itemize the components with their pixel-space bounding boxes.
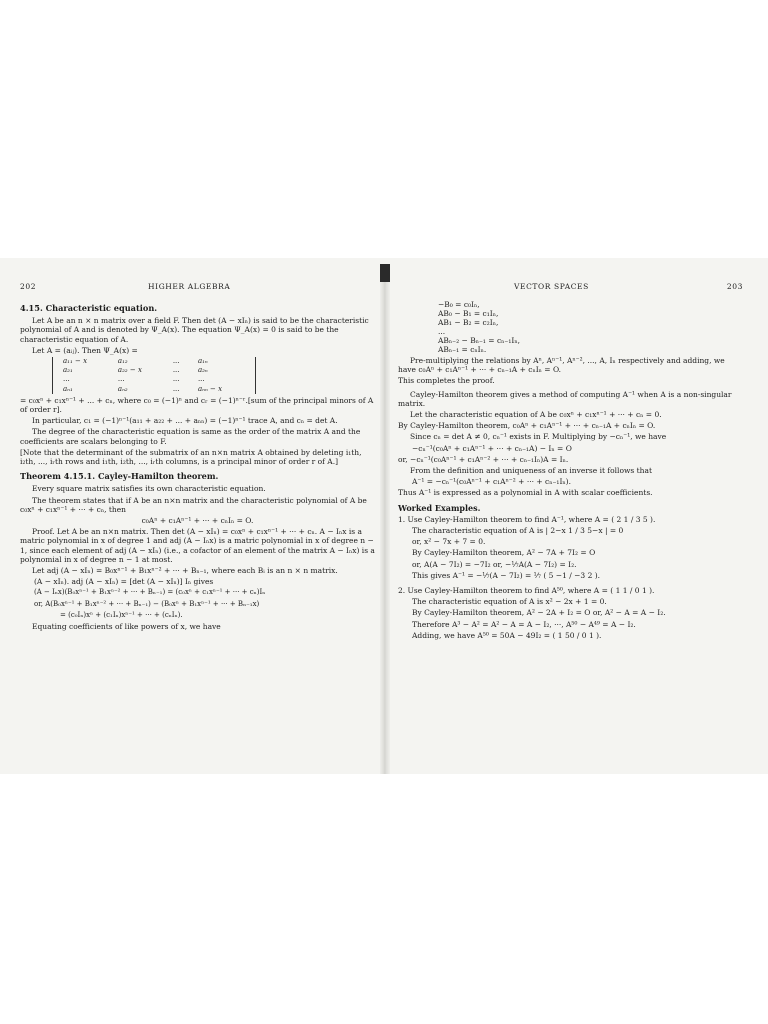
matrix-row — [59, 366, 249, 375]
example1-line: or, A(A − 7I₂) = −7I₂ or, −¹⁄₇A(A − 7I₂) = I₂. — [412, 559, 577, 569]
book-gutter — [380, 264, 390, 774]
matrix-cell: aₙ₁ — [63, 384, 73, 393]
example1-line: The characteristic equation of A is | 2−x 1 / 3 5−x | = 0 — [412, 526, 624, 536]
equation-line: (A − xIₙ). adj (A − xIₙ) = [det (A − xIₙ)] Iₙ gives — [34, 577, 214, 587]
let-adj-paragraph: Let adj (A − xIₙ) = B₀xⁿ⁻¹ + B₁xⁿ⁻² + ··· + Bₙ₋₁, where each Bᵢ is an n × n matrix. — [32, 566, 338, 576]
matrix-cell: ... — [172, 384, 180, 393]
multiply-line: or, −cₙ⁻¹(c₀Aⁿ⁻¹ + c₁Aⁿ⁻² + ··· + cₙ₋₁Iₙ)A = Iₙ. — [398, 454, 569, 464]
multiply-line: −cₙ⁻¹(c₀Aⁿ + c₁Aⁿ⁻¹ + ··· + cₙ₋₁A) − Iₙ = O — [412, 443, 572, 453]
left-page — [20, 282, 375, 633]
particular-paragraph: In particular, c₁ = (−1)ⁿ⁻¹(a₁₁ + a₂₂ + ... + aₙₙ) = (−1)ⁿ⁻¹ trace A, and cₙ = det A. — [32, 416, 338, 426]
relation-line: ABₙ₋₁ = cₙIₙ. — [438, 345, 487, 354]
right-page — [398, 282, 743, 642]
example2-line: Therefore A³ − A² = A² − A = A − I₂, ···, A⁵⁰ − A⁴⁹ = A − I₂. — [412, 619, 636, 629]
degree-paragraph: The degree of the characteristic equation is same as the order of the matrix A and the coefficients are scalars belonging to F. — [20, 427, 361, 446]
matrix-cell: a₂₁ — [63, 366, 73, 375]
since-line: Since cₙ = det A ≠ 0, cₙ⁻¹ exists in F. Multiplying by −cₙ⁻¹, we have — [410, 432, 667, 442]
theorem-states: The theorem states that if A be an n×n matrix and the characteristic polynomial of A be c₀xⁿ + c₁xⁿ⁻¹ + ··· + cₙ, then — [20, 495, 367, 514]
note-paragraph: [Note that the determinant of the submatrix of an n×n matrix A obtained by deleting i₁th, i₂th, ..., iᵣth rows and i₁th, i₂th, ..., iᵣth columns, is a principal minor of order r of A.] — [20, 447, 362, 467]
inverse-equation: A⁻¹ = −cₙ⁻¹(c₀Aⁿ⁻¹ + c₁Aⁿ⁻² + ··· + cₙ₋₁Iₙ). — [412, 477, 571, 487]
relation-line: ABₙ₋₂ − Bₙ₋₁ = cₙ₋₁Iₙ, — [438, 336, 520, 345]
example1-line: By Cayley-Hamilton theorem, A² − 7A + 7I₂ = O — [412, 548, 596, 558]
polynomial-line: = c₀xⁿ + c₁xⁿ⁻¹ + ... + cₙ, where c₀ = (−1)ⁿ and cᵣ = (−1)ⁿ⁻ʳ.[sum of the principal minors of A of order r]. — [20, 395, 374, 415]
matrix-cell: ... — [172, 357, 180, 366]
matrix-cell: aₙₙ − x — [197, 384, 223, 393]
example2-line: The characteristic equation of A is x² − 2x + 1 = 0. — [412, 597, 607, 607]
right-running-head — [398, 282, 743, 298]
matrix-cell: a₁₂ — [117, 357, 128, 366]
matrix-row — [59, 357, 249, 366]
matrix-row — [59, 375, 249, 384]
by-ch-line: By Cayley-Hamilton theorem, c₀Aⁿ + c₁Aⁿ⁻¹ + ··· + cₙ₋₁A + cₙIₙ = O. — [398, 421, 656, 431]
example2-line: By Cayley-Hamilton theorem, A² − 2A + I₂ = O or, A² − A = A − I₂. — [412, 608, 666, 618]
theorem-statement: Every square matrix satisfies its own characteristic equation. — [32, 484, 266, 494]
section-heading: 4.15. Characteristic equation. — [20, 303, 158, 313]
relation-line: AB₁ − B₂ = c₂Iₙ, — [438, 318, 499, 327]
relation-line: ... — [438, 327, 446, 336]
theorem-heading: Theorem 4.15.1. Cayley-Hamilton theorem. — [20, 471, 219, 482]
premultiply-paragraph: Pre-multiplying the relations by Aⁿ, Aⁿ⁻¹, Aⁿ⁻², ..., A, Iₙ respectively and adding, we have c₀Aⁿ + c₁Aⁿ⁻¹ + ··· + cₙ₋₁A + cₙIₙ = O. — [398, 356, 725, 375]
proof-complete: This completes the proof. — [398, 376, 495, 386]
definition-paragraph: Let A be an n × n matrix over a field F. Then det (A − xIₙ) is said to be the characteristic polynomial of A and is denoted by Ψ_A(x). The equation Ψ_A(x) = 0 is said to be the characteristic equation of A. — [20, 316, 369, 344]
worked-examples-heading: Worked Examples. — [398, 502, 481, 513]
left-page-number: 202 — [20, 282, 37, 291]
left-running-title: HIGHER ALGEBRA — [148, 282, 231, 291]
let-line: Let A = (aᵢⱼ). Then Ψ_A(x) = — [32, 345, 138, 355]
matrix-cell: aₙ₂ — [117, 384, 128, 393]
equation-line: = (c₀Iₙ)xⁿ + (c₁Iₙ)xⁿ⁻¹ + ··· + (cₙIₙ). — [60, 610, 183, 619]
relation-line: −B₀ = c₀Iₙ, — [438, 300, 480, 309]
example1-line: or, x² − 7x + 7 = 0. — [412, 537, 486, 547]
relations-block — [438, 300, 743, 354]
matrix-cell: a₁₁ − x — [63, 357, 88, 366]
matrix-cell: ... — [172, 366, 180, 375]
matrix-cell: a₂ₙ — [197, 366, 208, 375]
matrix-cell: ... — [117, 375, 125, 384]
method-paragraph: Cayley-Hamilton theorem gives a method of computing A⁻¹ when A is a non-singular matrix. — [398, 389, 732, 408]
matrix-cell: a₂₂ − x — [117, 366, 142, 375]
proof-paragraph: Proof. Let A be an n×n matrix. Then det (A − xIₙ) = c₀xⁿ + c₁xⁿ⁻¹ + ··· + cₙ. A − Iₙx is a matric polynomial in x of degree 1 and adj (A − Iₙx) is a matric polynomial in x of degree n − 1, since each element of adj (A − xIₙ) (i.e., a cofactor of an element of the matrix A − Iₙx) is a polynomial in x of degree n − 1 at most. — [20, 527, 375, 564]
binding-mark — [380, 264, 390, 282]
matrix-cell: ... — [172, 375, 180, 384]
from-def-line: From the definition and uniqueness of an inverse it follows that — [410, 466, 652, 476]
matrix-cell: ... — [63, 375, 70, 384]
matrix-cell: a₁ₙ — [197, 357, 208, 366]
right-page-number: 203 — [726, 282, 743, 291]
equating-line: Equating coefficients of like powers of x, we have — [32, 622, 221, 632]
let-char-line: Let the characteristic equation of A be c₀xⁿ + c₁xⁿ⁻¹ + ··· + cₙ = 0. — [410, 410, 662, 420]
example2-line: Adding, we have A⁵⁰ = 50A − 49I₂ = ( 1 50 / 0 1 ). — [412, 630, 602, 640]
example1-line: This gives A⁻¹ = −¹⁄₇(A − 7I₂) = ¹⁄₇ ( 5 −1 / −3 2 ). — [412, 570, 601, 580]
relation-line: AB₀ − B₁ = c₁Iₙ, — [438, 309, 499, 318]
example2-question: 2. Use Cayley-Hamilton theorem to find A⁵⁰, where A = ( 1 1 / 0 1 ). — [398, 586, 655, 596]
equation-line: (A − Iₙx)(B₀xⁿ⁻¹ + B₁xⁿ⁻² + ··· + Bₙ₋₁) = (c₀xⁿ + c₁xⁿ⁻¹ + ··· + cₙ)Iₙ — [34, 588, 266, 597]
thus-line: Thus A⁻¹ is expressed as a polynomial in A with scalar coefficients. — [398, 488, 653, 498]
equation-line: or, A(B₀xⁿ⁻¹ + B₁xⁿ⁻² + ··· + Bₙ₋₁) − (B₀xⁿ + B₁xⁿ⁻¹ + ··· + Bₙ₋₁x) — [34, 599, 260, 608]
matrix-row — [59, 385, 249, 394]
theorem-equation: c₀Aⁿ + c₁Aⁿ⁻¹ + ··· + cₙIₙ = O. — [141, 516, 254, 526]
right-running-title: VECTOR SPACES — [514, 282, 589, 291]
characteristic-determinant — [52, 357, 256, 394]
example1-question: 1. Use Cayley-Hamilton theorem to find A⁻¹, where A = ( 2 1 / 3 5 ). — [398, 514, 656, 524]
left-running-head — [20, 282, 375, 298]
matrix-cell: ... — [197, 375, 205, 384]
